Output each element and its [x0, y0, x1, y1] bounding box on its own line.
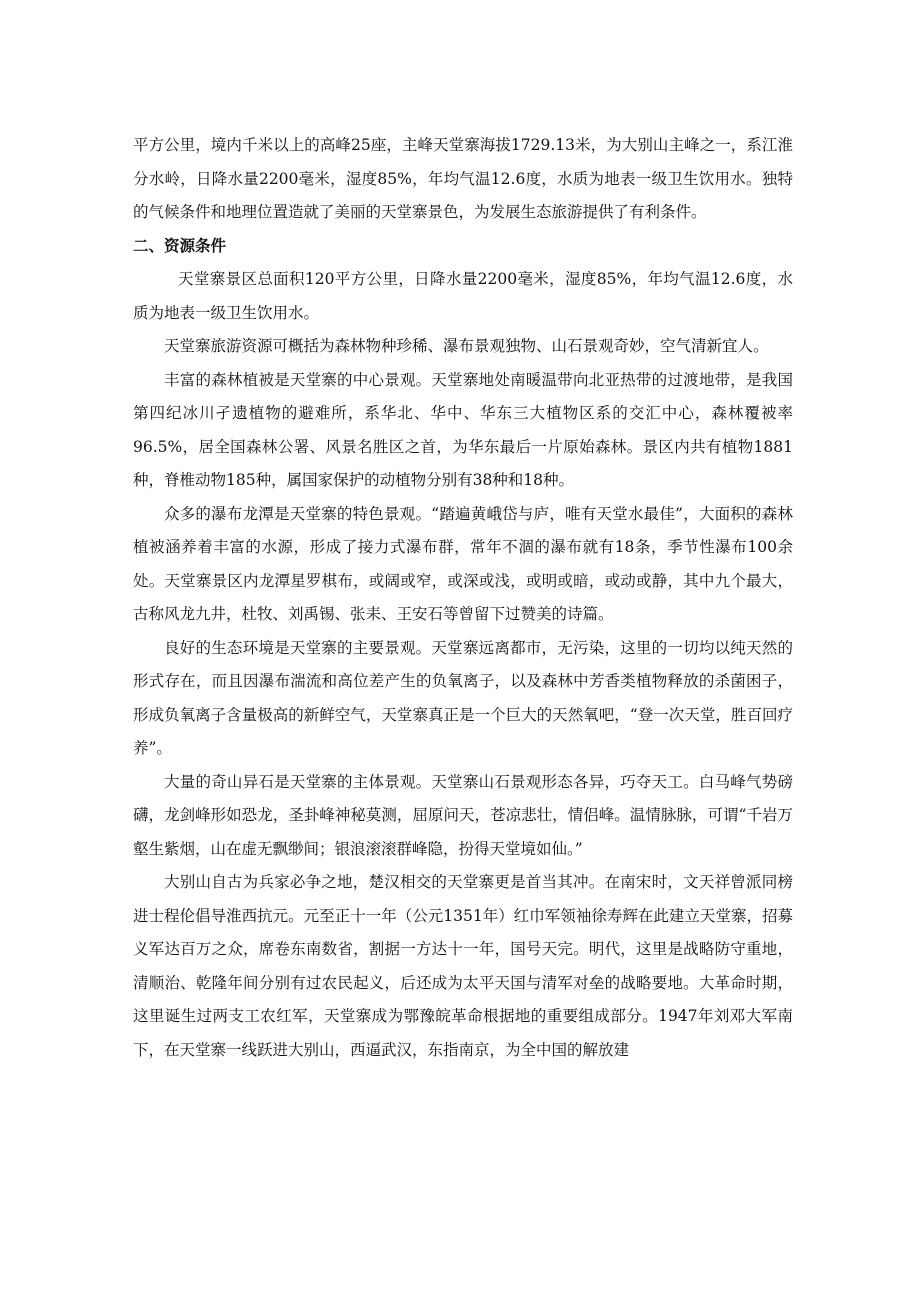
paragraph-waterfalls: 众多的瀑布龙潭是天堂寨的特色景观。“踏遍黄峨岱与庐，唯有天堂水最佳”，大面积的森林植被涵养着丰富的水源，形成了接力式瀑布群，常年不涸的瀑布就有18条，季节性瀑布100余处。天堂寨景区内龙潭星罗棋布，或阔或窄，或深或浅，或明或暗，或动或静，其中九个最大，古称风龙九井，杜牧、刘禹锡、张耒、王安石等曾留下过赞美的诗篇。 [133, 504, 793, 623]
section-heading-resources: 二、资源条件 [133, 236, 227, 255]
paragraph-area-climate: 天堂寨景区总面积120平方公里，日降水量2200毫米，湿度85%，年均气温12.6度，水质为地表一级卫生饮用水。 [133, 270, 793, 322]
paragraph-ecology: 良好的生态环境是天堂寨的主要景观。天堂寨远离都市，无污染，这里的一切均以纯天然的形式存在，而且因瀑布湍流和高位差产生的负氧离子，以及森林中芳香类植物释放的杀菌困子，形成负氧离子含量极高的新鲜空气，天堂寨真正是一个巨大的天然氧吧，“登一次天堂，胜百回疗养”。 [133, 638, 793, 757]
document-body [133, 129, 793, 1067]
paragraph-intro-continued: 平方公里，境内千米以上的高峰25座，主峰天堂寨海拔1729.13米，为大别山主峰之一，系江淮分水岭，日降水量2200毫米，湿度85%，年均气温12.6度，水质为地表一级卫生饮用水。独特的气候条件和地理位置造就了美丽的天堂寨景色，为发展生态旅游提供了有利条件。 [133, 136, 793, 221]
paragraph-history: 大别山自古为兵家必争之地，楚汉相交的天堂寨更是首当其冲。在南宋时，文天祥曾派同榜进士程伦倡导淮西抗元。元至正十一年（公元1351年）红巾军领袖徐寿辉在此建立天堂寨，招募义军达百万之众，席卷东南数省，割据一方达十一年，国号天完。明代，这里是战略防守重地，清顺治、乾隆年间分别有过农民起义，后还成为太平天国与清军对垒的战略要地。大革命时期，这里诞生过两支工农红军，天堂寨成为鄂豫皖革命根据地的重要组成部分。1947年刘邓大军南下，在天堂寨一线跃进大别山，西逼武汉，东指南京，为全中国的解放建 [133, 873, 793, 1059]
paragraph-rocks: 大量的奇山异石是天堂寨的主体景观。天堂寨山石景观形态各异，巧夺天工。白马峰气势磅礴，龙剑峰形如恐龙，圣卦峰神秘莫测，屈原问天，苍凉悲壮，情侣峰。温情脉脉，可谓“千岩万壑生紫烟，山在虚无飘缈间；银浪滚滚群峰隐，扮得天堂境如仙。” [133, 772, 793, 858]
paragraph-forest: 丰富的森林植被是天堂寨的中心景观。天堂寨地处南暖温带向北亚热带的过渡地带，是我国第四纪冰川孑遗植物的避难所，系华北、华中、华东三大植物区系的交汇中心，森林覆被率96.5%，居全国森林公署、风景名胜区之首，为华东最后一片原始森林。景区内共有植物1881种，脊椎动物185种，属国家保护的动植物分别有38种和18种。 [133, 370, 793, 489]
paragraph-resources-summary: 天堂寨旅游资源可概括为森林物种珍稀、瀑布景观独物、山石景观奇妙，空气清新宜人。 [164, 337, 769, 355]
